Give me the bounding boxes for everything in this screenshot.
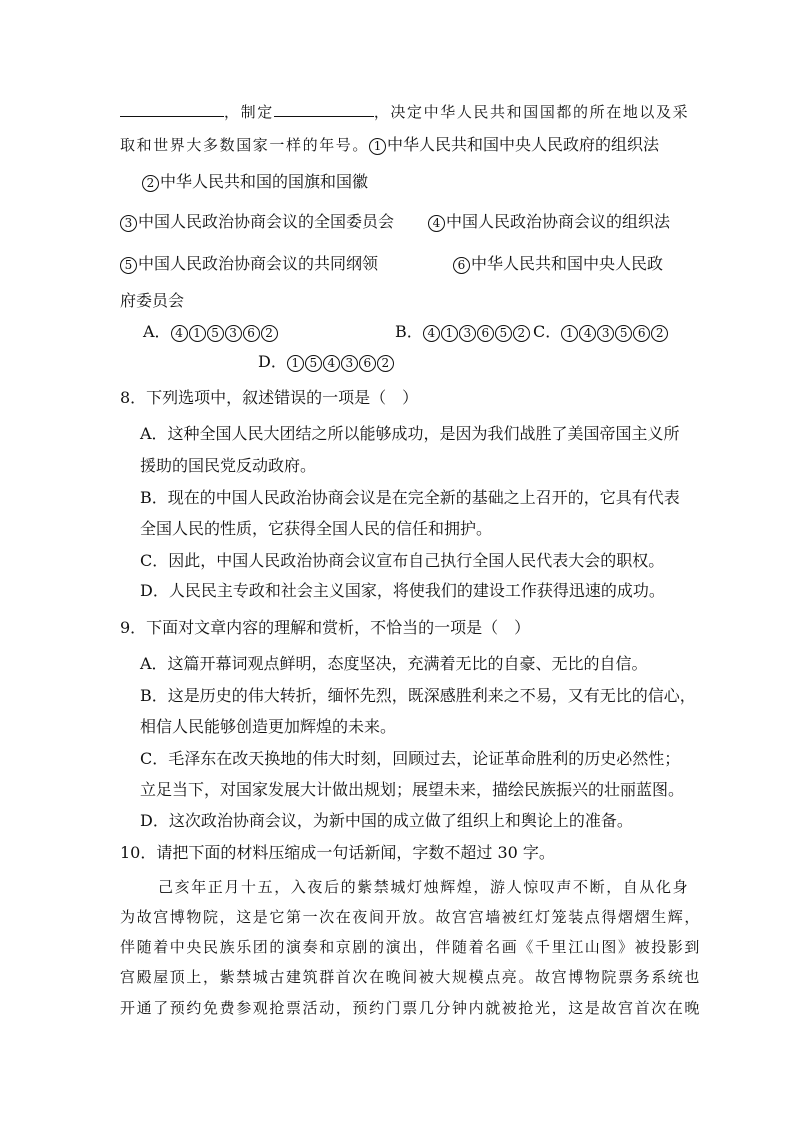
circled-number: 3 — [597, 325, 614, 342]
circled-number: 4 — [428, 215, 445, 232]
q7-item-6: 中华人民共和国中央人民政 — [471, 254, 664, 273]
q9-option-c-line1[interactable]: C．毛泽东在改天换地的伟大时刻，回顾过去，论证革命胜利的历史必然性； — [140, 749, 681, 768]
circled-number: 3 — [120, 215, 137, 232]
q9-option-b-line2: 相信人民能够创造更加辉煌的未来。 — [140, 717, 397, 736]
q7-item-line-3 — [120, 210, 394, 234]
q7-item-6-tail — [120, 289, 184, 313]
circled-number: 5 — [120, 257, 137, 274]
q10-passage-line3: 伴随着中央民族乐团的演奏和京剧的演出，伴随着名画《千里江山图》被投影到 — [120, 938, 702, 956]
q7-option-a[interactable] — [143, 320, 279, 344]
circled-number: 1 — [561, 325, 578, 342]
q7-intro-line1 — [120, 100, 689, 124]
q8-option-b-line1[interactable]: B．现在的中国人民政治协商会议是在完全新的基础之上召开的，它具有代表 — [140, 488, 680, 507]
circled-number: 2 — [142, 175, 159, 192]
option-label: B． — [395, 322, 423, 341]
circled-number: 6 — [633, 325, 650, 342]
answer-blank-2[interactable] — [274, 100, 374, 117]
q8-option-d[interactable]: D．人民民主专政和社会主义国家，将使我们的建设工作获得迅速的成功。 — [140, 581, 665, 600]
option-label: C． — [533, 322, 562, 341]
q7-item-line-5 — [120, 252, 378, 276]
q9-stem: 9．下面对文章内容的理解和赏析，不恰当的一项是（ ） — [120, 618, 531, 637]
circled-number: 1 — [441, 325, 458, 342]
q7-option-b[interactable] — [395, 320, 531, 344]
circled-number: 5 — [207, 325, 224, 342]
circled-number: 3 — [225, 325, 242, 342]
q7-intro-line2 — [120, 133, 659, 157]
q8-stem: 8．下列选项中，叙述错误的一项是（ ） — [120, 388, 419, 407]
q7-item-3: 中国人民政治协商会议的全国委员会 — [138, 212, 395, 231]
option-label: A． — [143, 322, 171, 341]
circled-number: 2 — [513, 325, 530, 342]
q7-item-4: 中国人民政治协商会议的组织法 — [446, 212, 671, 231]
circled-number: 1 — [369, 138, 386, 155]
q7-item-1: 中华人民共和国中央人民政府的组织法 — [387, 135, 660, 154]
circled-number: 5 — [495, 325, 512, 342]
q9-option-d[interactable]: D．这次政治协商会议，为新中国的成立做了组织上和舆论上的准备。 — [140, 811, 633, 830]
q7-item-line-6 — [453, 252, 663, 276]
circled-number: 6 — [453, 257, 470, 274]
q8-option-b-line2: 全国人民的性质，它获得全国人民的信任和拥护。 — [140, 519, 493, 538]
q10-passage-line2: 为故宫博物院，这是它第一次在夜间开放。故宫宫墙被红灯笼装点得熠熠生辉， — [120, 908, 702, 926]
circled-number: 1 — [189, 325, 206, 342]
q10-passage-line5: 开通了预约免费参观抢票活动，预约门票几分钟内就被抢光，这是故宫首次在晚 — [120, 999, 702, 1017]
circled-number: 2 — [377, 355, 394, 372]
circled-number: 5 — [615, 325, 632, 342]
q9-option-a[interactable]: A．这篇开幕词观点鲜明，态度坚决，充满着无比的自豪、无比的自信。 — [140, 654, 648, 673]
q7-item-6-tail-text: 府委员会 — [120, 291, 185, 310]
circled-number: 2 — [651, 325, 668, 342]
q7-item-5: 中国人民政治协商会议的共同纲领 — [138, 254, 379, 273]
q7-option-d[interactable] — [258, 350, 395, 374]
circled-number: 4 — [423, 325, 440, 342]
circled-number: 6 — [359, 355, 376, 372]
circled-number: 6 — [243, 325, 260, 342]
q7-item-line-4 — [428, 210, 670, 234]
circled-number: 3 — [341, 355, 358, 372]
q7-intro-text-a: ，制定 — [224, 103, 274, 121]
answer-blank-1[interactable] — [120, 100, 224, 117]
q7-intro-text-b: ，决定中华人民共和国国都的所在地以及采 — [373, 103, 690, 121]
q8-option-c[interactable]: C．因此，中国人民政治协商会议宣布自己执行全国人民代表大会的职权。 — [140, 551, 665, 570]
q10-passage-line1: 己亥年正月十五，入夜后的紫禁城灯烛辉煌，游人惊叹声不断，自从化身 — [158, 878, 690, 896]
q9-option-b-line1[interactable]: B．这是历史的伟大转折，缅怀先烈，既深感胜利来之不易，又有无比的信心， — [140, 686, 696, 705]
circled-number: 2 — [261, 325, 278, 342]
q7-item-2: 中华人民共和国的国旗和国徽 — [160, 172, 369, 191]
circled-number: 1 — [287, 355, 304, 372]
circled-number: 3 — [459, 325, 476, 342]
circled-number: 5 — [305, 355, 322, 372]
q10-stem: 10．请把下面的材料压缩成一句话新闻，字数不超过 30 字。 — [120, 843, 555, 862]
q7-intro-text-c: 取和世界大多数国家一样的年号。 — [120, 136, 370, 154]
q9-option-c-line2: 立足当下，对国家发展大计做出规划；展望未来，描绘民族振兴的壮丽蓝图。 — [140, 780, 685, 799]
circled-number: 4 — [323, 355, 340, 372]
q7-item-line-2 — [142, 170, 368, 194]
q10-passage-line4: 宫殿屋顶上，紫禁城古建筑群首次在晚间被大规模点亮。故宫博物院票务系统也 — [120, 968, 702, 986]
circled-number: 6 — [477, 325, 494, 342]
circled-number: 4 — [579, 325, 596, 342]
q8-option-a-line1[interactable]: A．这种全国人民大团结之所以能够成功，是因为我们战胜了美国帝国主义所 — [140, 424, 680, 443]
q8-option-a-line2: 援助的国民党反动政府。 — [140, 456, 317, 475]
option-label: D． — [258, 352, 287, 371]
q7-option-c[interactable] — [533, 320, 669, 344]
circled-number: 4 — [171, 325, 188, 342]
